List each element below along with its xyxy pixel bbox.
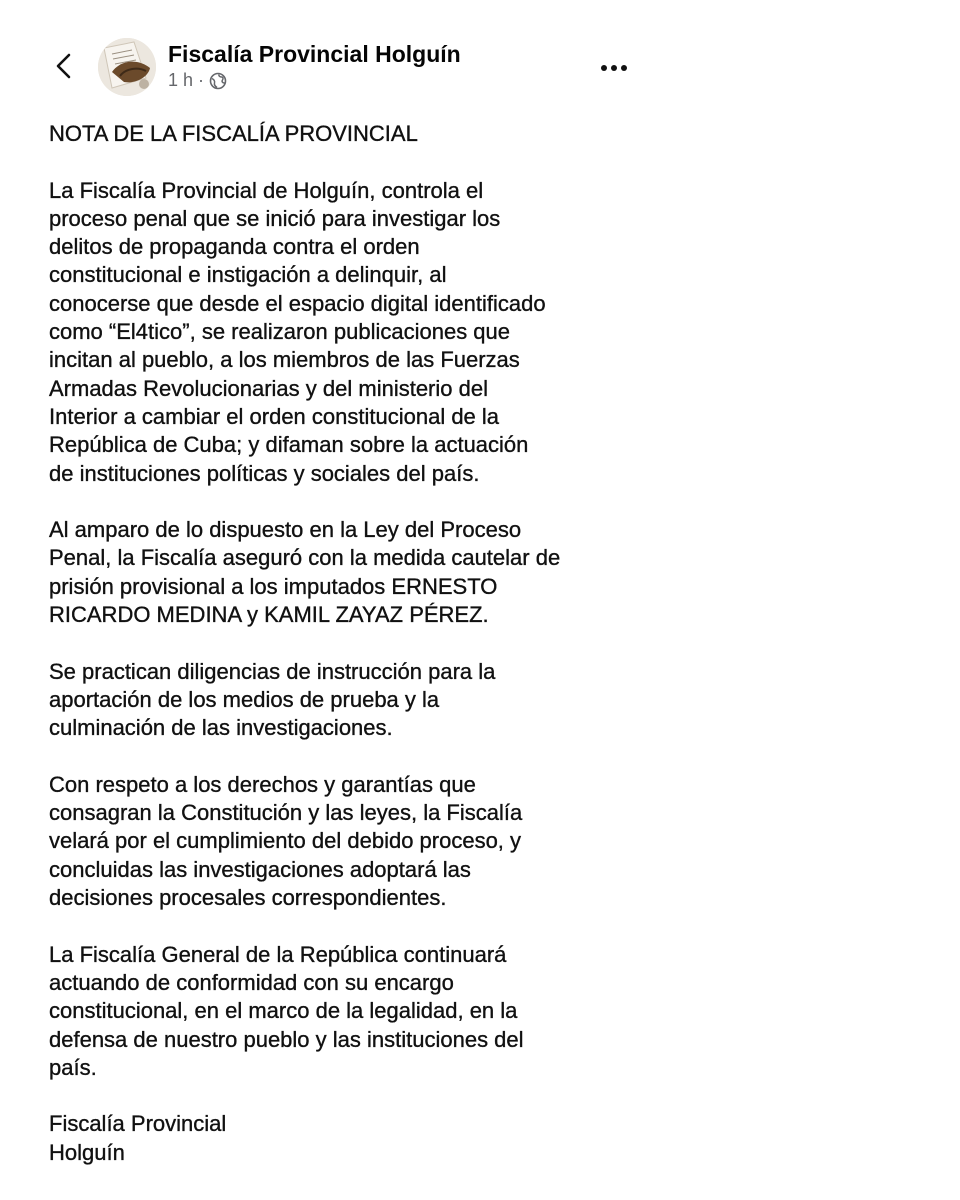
page-name[interactable]: Fiscalía Provincial Holguín bbox=[168, 41, 461, 67]
more-options-button[interactable] bbox=[596, 50, 632, 86]
chevron-left-icon bbox=[46, 48, 82, 84]
post-paragraph: La Fiscalía General de la República continuará actuando de conformidad con su encargo constitucional, en el marco de la legalidad, en la defensa de nuestro pueblo y las instituciones del país. bbox=[49, 941, 524, 1080]
post-time[interactable]: 1 h bbox=[168, 70, 194, 90]
post-signature: Fiscalía Provincial Holguín bbox=[49, 1111, 227, 1165]
meta-separator: · bbox=[198, 70, 205, 90]
more-horizontal-icon bbox=[596, 50, 632, 86]
post-paragraph: La Fiscalía Provincial de Holguín, controla el proceso penal que se inició para investigar los delitos de propaganda contra el orden constitucional e instigación a delinquir, al conocerse que desde el espacio digital identificado como “El4tico”, se realizaron publicaciones que incitan al pueblo, a los miembros de las Fuerzas Armadas Revolucionarias y del ministerio del Interior a cambiar el orden constitucional de la República de Cuba; y difaman sobre la actuación de instituciones políticas y sociales del país. bbox=[49, 177, 546, 486]
post-header bbox=[0, 30, 960, 102]
post-paragraph: Con respeto a los derechos y garantías que consagran la Constitución y las leyes, la Fiscalía velará por el cumplimiento del debido proceso, y concluidas las investigaciones adoptará las decisiones procesales correspondientes. bbox=[49, 771, 523, 911]
page-avatar bbox=[98, 38, 156, 96]
globe-icon[interactable] bbox=[209, 72, 227, 90]
post-paragraph: Al amparo de lo dispuesto en la Ley del Proceso Penal, la Fiscalía aseguró con la medida cautelar de prisión provisional a los imputados ERNESTO RICARDO MEDINA y KAMIL ZAYAZ PÉREZ. bbox=[49, 517, 561, 628]
post-heading: NOTA DE LA FISCALÍA PROVINCIAL bbox=[49, 121, 418, 146]
post-body bbox=[49, 120, 649, 1195]
post-meta bbox=[168, 70, 227, 91]
avatar[interactable] bbox=[98, 38, 156, 96]
back-button[interactable] bbox=[46, 48, 82, 84]
post-paragraph: Se practican diligencias de instrucción para la aportación de los medios de prueba y la culminación de las investigaciones. bbox=[49, 658, 496, 741]
